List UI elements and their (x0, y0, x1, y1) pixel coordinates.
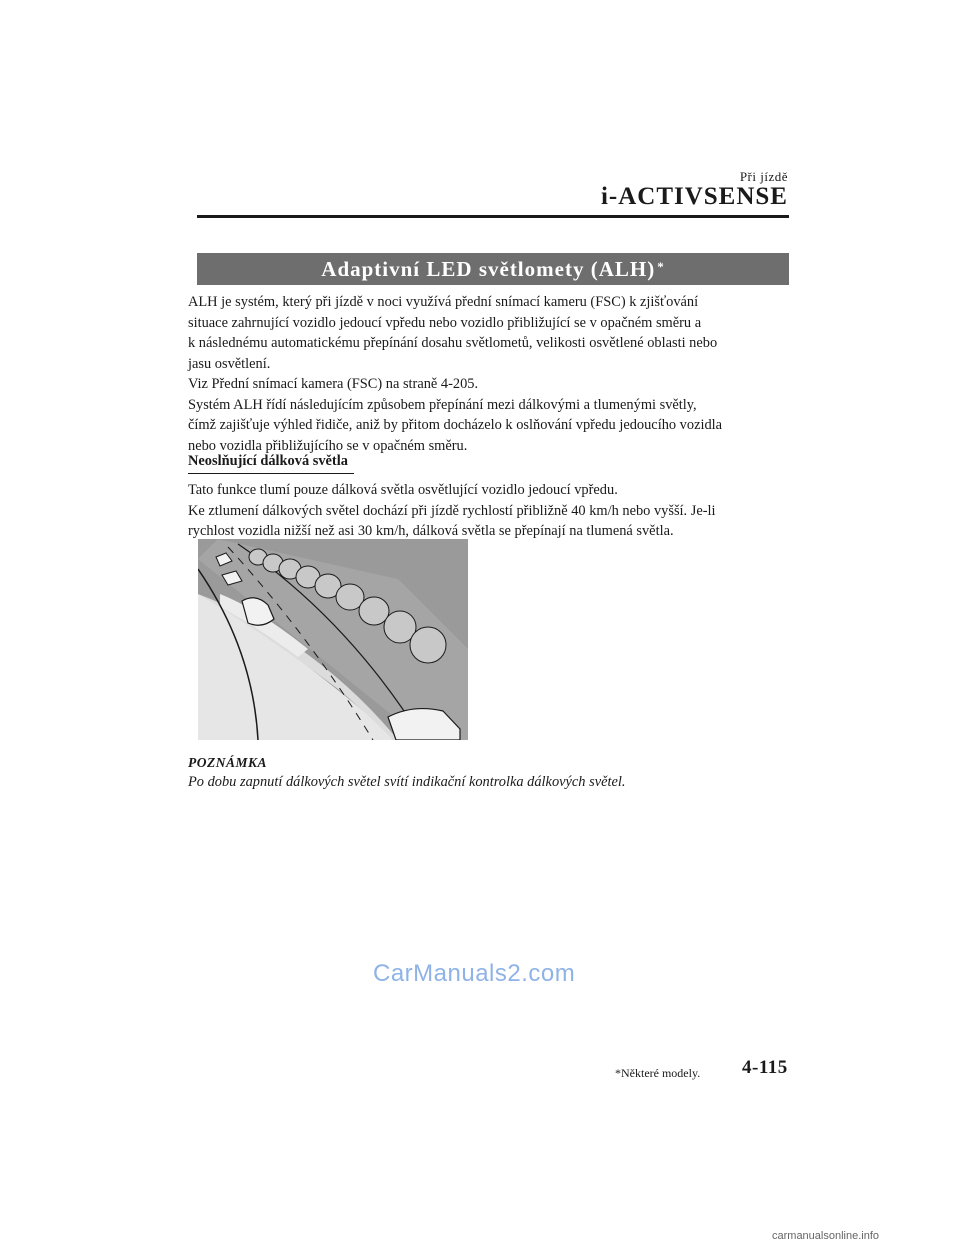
section-title: Adaptivní LED světlomety (ALH) (321, 256, 656, 281)
header-rule (197, 215, 789, 218)
text-line: nebo vozidla přibližujícího se v opačném směru. (188, 437, 468, 454)
text-line: ALH je systém, který při jízdě v noci využívá přední snímací kameru (FSC) k zjišťování (188, 294, 699, 310)
header-chapter-title: i-ACTIVSENSE (600, 183, 788, 210)
header-section: Při jízdě (739, 169, 788, 184)
note-title: POZNÁMKA (188, 755, 268, 770)
subheading: Neoslňující dálková světla (188, 451, 354, 474)
intro-paragraph (188, 292, 792, 456)
text-line: Tato funkce tlumí pouze dálková světla osvětlující vozidlo jedoucí vpředu. (188, 482, 618, 498)
text-line: Ke ztlumení dálkových světel dochází při jízdě rychlostí přibližně 40 km/h nebo vyšší. Je-li (188, 502, 716, 519)
footnote-marker: * (657, 259, 665, 274)
section-banner (197, 253, 789, 285)
note-text: Po dobu zapnutí dálkových světel svítí indikační kontrolka dálkových světel. (188, 774, 626, 790)
footnote: *Některé modely. (615, 1066, 701, 1080)
footer-site-watermark: carmanualsonline.info (772, 1230, 880, 1242)
text-line: jasu osvětlení. (188, 355, 271, 372)
text-line: rychlost vozidla nižší než asi 30 km/h, dálková světla se přepínají na tlumená světla. (188, 523, 674, 539)
text-line: situace zahrnující vozidlo jedoucí vpředu nebo vozidlo přibližující se v opačném směru a (188, 314, 702, 331)
text-line: čímž zajišťuje výhled řidiče, aniž by přitom docházelo k oslňování vpředu jedoucího vozidla (188, 417, 723, 433)
sub-paragraph (188, 480, 792, 542)
text-line: k následnému automatickému přepínání dosahu světlometů, velikosti osvětlené oblasti nebo (188, 335, 718, 351)
headlight-illustration (198, 539, 468, 740)
watermark-logo: CarManuals2.com (373, 960, 576, 987)
page-number: 4-115 (742, 1057, 788, 1078)
text-line: Systém ALH řídí následujícím způsobem přepínání mezi dálkovými a tlumenými světly, (188, 396, 697, 413)
text-line: Viz Přední snímací kamera (FSC) na straně 4-205. (188, 376, 479, 392)
